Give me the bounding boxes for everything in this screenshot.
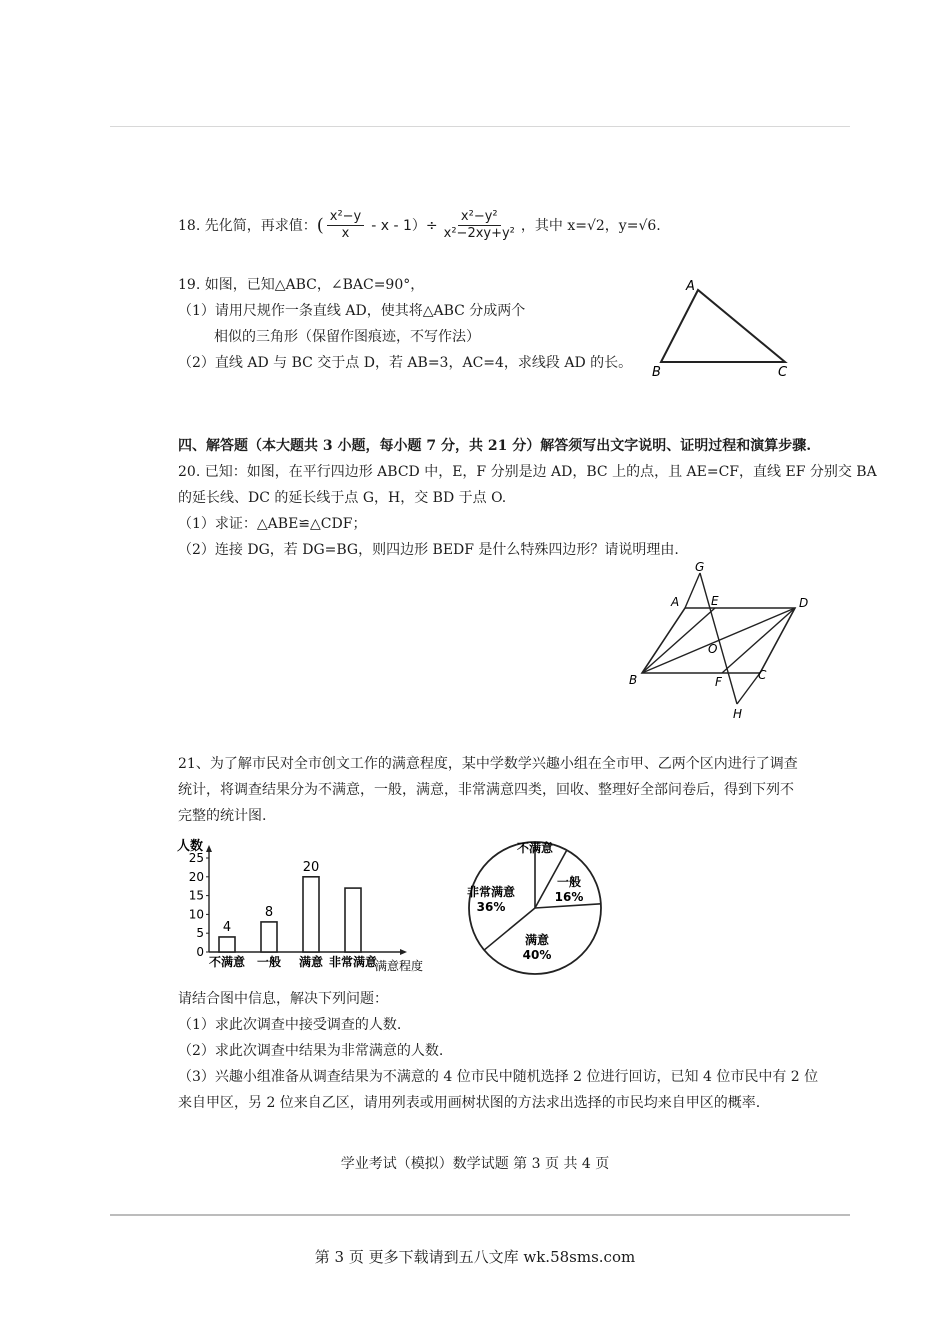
bar-data-label: 20 (302, 859, 320, 875)
bar-category-label: 非常满意 (328, 955, 378, 969)
bar-category-label: 满意 (298, 955, 324, 969)
line-ga (685, 573, 700, 608)
q21-line-3: 完整的统计图. (178, 808, 267, 824)
exam-footer: 学业考试（模拟）数学试题 第 3 页 共 4 页 (340, 1156, 610, 1172)
parallelogram-figure (625, 558, 825, 724)
q19-line-1: 19. 如图，已知△ABC，∠BAC=90°， (178, 277, 425, 293)
q21-line-1: 21、为了解市民对全市创文工作的满意程度，某中学数学兴趣小组在全市甲、乙两个区内进行了调查 (178, 756, 798, 772)
bar-3 (345, 888, 361, 952)
bar-data-label: 8 (264, 904, 274, 920)
bar-1 (261, 922, 277, 952)
q21-after-5: 来自甲区，另 2 位来自乙区，请用列表或用画树状图的方法求出选择的市民均来自甲区的概率. (178, 1095, 761, 1111)
bar-category-label: 一般 (256, 955, 282, 969)
label-e: E (711, 594, 719, 608)
label-f: F (715, 675, 722, 689)
label-d: D (799, 596, 809, 610)
q19-line-3: 相似的三角形（保留作图痕迹，不写作法） (214, 329, 480, 345)
q19-line-2: （1）请用尺规作一条直线 AD，使其将△ABC 分成两个 (178, 303, 526, 319)
bar-y-tick-label: 20 (188, 869, 204, 884)
label-c: C (778, 365, 788, 378)
pie-slice-label: 一般 16% (554, 875, 584, 904)
q18-suffix: ，其中 x=√2，y=√6. (520, 217, 661, 234)
q18-lparen: ( (316, 214, 324, 236)
diagonal-bd (642, 608, 795, 673)
q18-frac1-denominator: x (341, 226, 350, 241)
label-a2: A (671, 595, 680, 609)
bar-x-arrow (400, 949, 407, 955)
bar-0 (219, 937, 235, 952)
q21-line-2: 统计，将调查结果分为不满意，一般，满意，非常满意四类，回收、整理好全部问卷后，得到下列不 (178, 782, 794, 798)
pie-slice-label: 不满意 (516, 841, 554, 855)
label-b2: B (629, 673, 638, 687)
bar-y-tick-label: 5 (196, 926, 204, 941)
bar-chart (175, 836, 455, 974)
q18-frac2-numerator: x²−y² (458, 209, 501, 226)
section-4-heading: 四、解答题（本大题共 3 小题，每小题 7 分，共 21 分）解答须写出文字说明、证明过程和演算步骤. (178, 438, 812, 454)
bar-2 (303, 877, 319, 952)
line-ch (737, 673, 760, 704)
q18-middle: - x - 1）÷ (371, 217, 438, 234)
pie-slice-label: 满意 40% (522, 933, 552, 962)
q18-fraction-2 (441, 209, 518, 242)
q20-line-3: （1）求证：△ABE≌△CDF； (178, 516, 367, 532)
segment-df (722, 608, 795, 673)
question-18 (178, 209, 661, 242)
label-a: A (686, 279, 695, 294)
q21-after-1: 请结合图中信息，解决下列问题： (178, 991, 388, 1007)
label-g: G (695, 560, 705, 574)
bar-y-tick-label: 15 (188, 888, 204, 903)
pie-chart (460, 833, 610, 983)
pie-slice-label: 非常满意 36% (466, 885, 516, 914)
q18-fraction-1 (327, 209, 365, 242)
triangle-abc-figure (640, 278, 800, 378)
bar-chart-xlabel: 满意程度 (375, 959, 424, 973)
label-o: O (708, 642, 718, 656)
q18-frac2-denominator: x²−2xy+y² (443, 226, 515, 241)
q20-line-1: 20. 已知：如图，在平行四边形 ABCD 中，E，F 分别是边 AD，BC 上的点，且 AE=CF，直线 EF 分别交 BA (178, 464, 877, 480)
bar-y-tick-label: 10 (188, 907, 204, 922)
q19-line-4: （2）直线 AD 与 BC 交于点 D，若 AB=3，AC=4，求线段 AD 的长。 (178, 355, 633, 371)
scan-edge-bottom (110, 1214, 850, 1216)
bar-y-tick-label: 0 (196, 945, 204, 959)
download-footer: 第 3 页 更多下载请到五八文库 wk.58sms.com (314, 1248, 636, 1266)
triangle-abc (661, 290, 785, 362)
bar-category-label: 不满意 (208, 955, 246, 969)
bar-chart-ylabel: 人数 (177, 839, 204, 854)
bar-y-tick-label: 25 (188, 851, 204, 865)
label-b: B (652, 365, 661, 378)
label-h: H (733, 707, 743, 721)
q18-frac1-numerator: x²−y (327, 209, 365, 226)
q21-after-3: （2）求此次调查中结果为非常满意的人数. (178, 1043, 444, 1059)
q21-after-2: （1）求此次调查中接受调查的人数. (178, 1017, 402, 1033)
scan-edge-top (110, 126, 850, 127)
label-c2: C (758, 668, 767, 682)
q20-line-2: 的延长线、DC 的延长线于点 G，H，交 BD 于点 O. (178, 490, 507, 506)
bar-data-label: 4 (222, 919, 232, 935)
q21-after-4: （3）兴趣小组准备从调查结果为不满意的 4 位市民中随机选择 2 位进行回访，已知 4 位市民中有 2 位 (178, 1069, 819, 1085)
q18-prefix: 18. 先化简，再求值： (178, 217, 317, 234)
bar-y-arrow (206, 845, 212, 852)
q20-line-4: （2）连接 DG，若 DG=BG，则四边形 BEDF 是什么特殊四边形？请说明理由. (178, 542, 679, 558)
